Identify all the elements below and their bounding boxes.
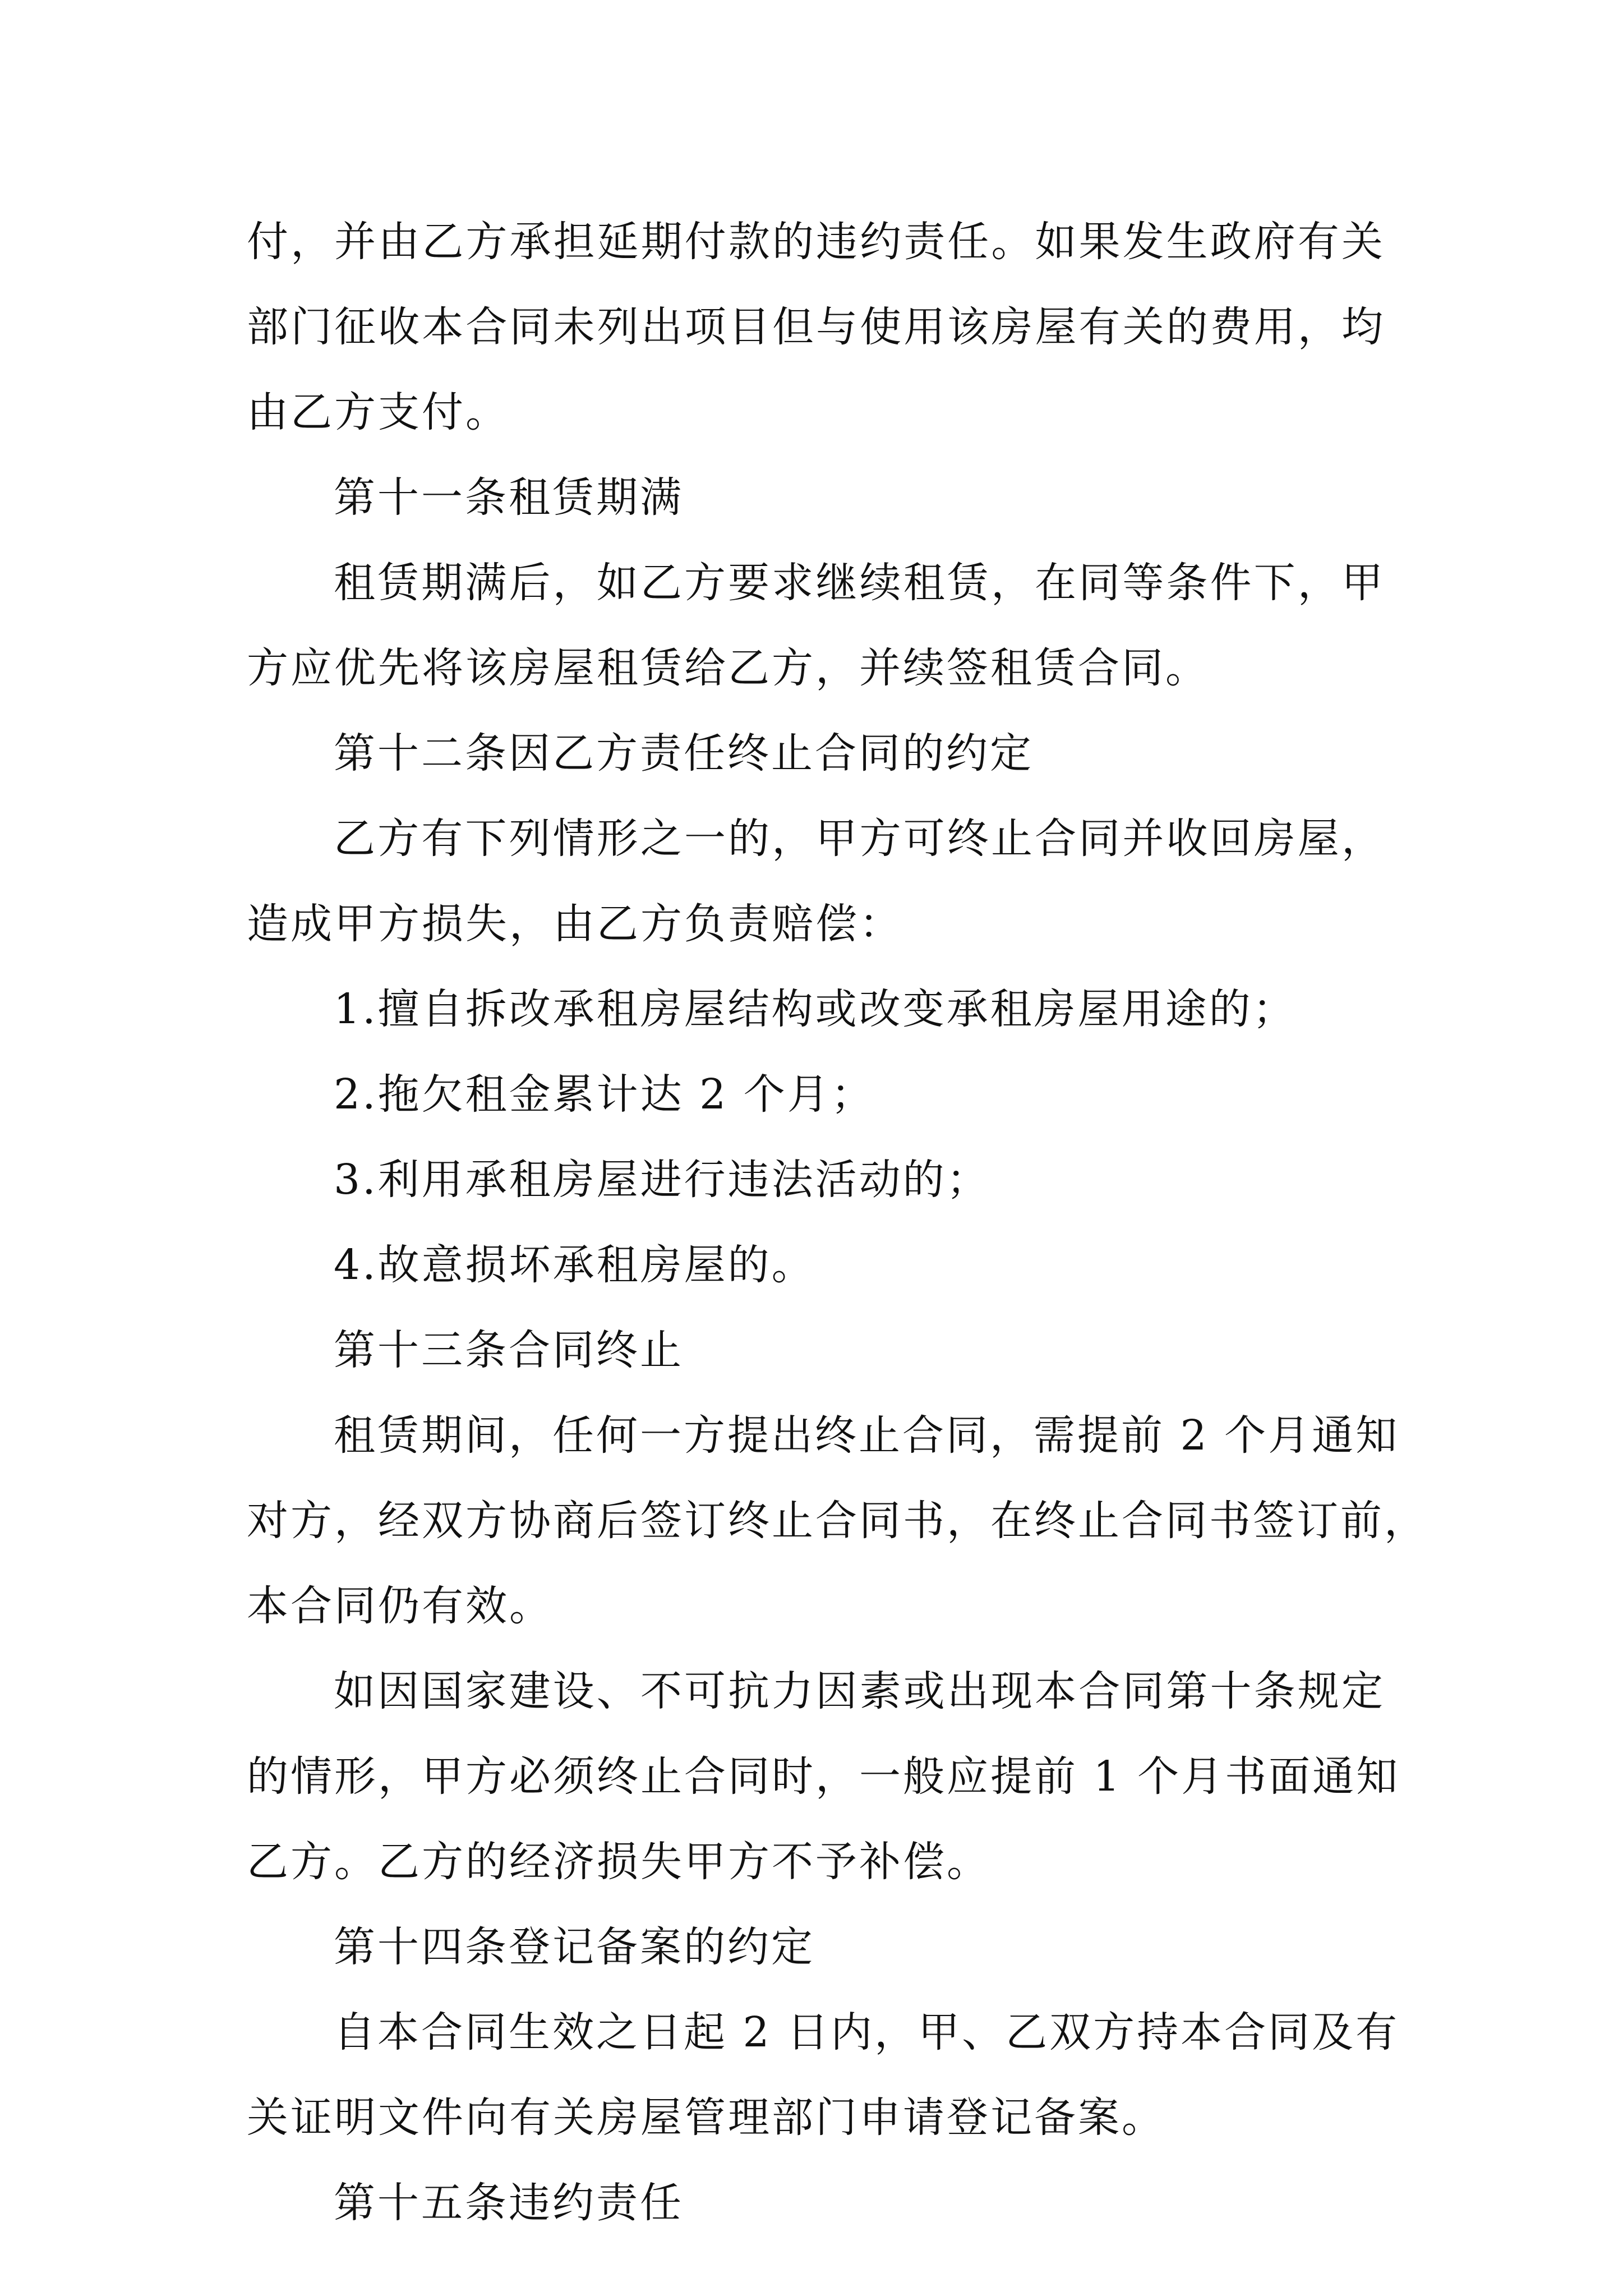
section-heading-13: 第十三条合同终止 [334, 1326, 684, 1374]
section-heading-12: 第十二条因乙方责任终止合同的约定 [334, 729, 1034, 777]
document-body [247, 199, 1428, 2246]
section-heading-11: 第十一条租赁期满 [334, 473, 684, 522]
paragraph-line: 乙方有下列情形之一的，甲方可终止合同并收回房屋， [334, 815, 1385, 863]
paragraph-line: 造成甲方损失，由乙方负责赔偿： [247, 900, 903, 948]
section-heading-15: 第十五条违约责任 [334, 2179, 684, 2227]
paragraph-line: 租赁期间，任何一方提出终止合同，需提前 2 个月通知 [334, 1411, 1400, 1460]
paragraph-line: 的情形，甲方必须终止合同时，一般应提前 1 个月书面通知 [247, 1752, 1400, 1801]
paragraph-line: 租赁期满后，如乙方要求继续租赁，在同等条件下，甲 [334, 559, 1385, 607]
paragraph-line: 部门征收本合同未列出项目但与使用该房屋有关的费用，均 [247, 303, 1385, 351]
paragraph-line: 如因国家建设、不可抗力因素或出现本合同第十条规定 [334, 1667, 1385, 1715]
paragraph-line: 付，并由乙方承担延期付款的违约责任。如果发生政府有关 [247, 218, 1385, 266]
paragraph-line: 本合同仍有效。 [247, 1582, 553, 1630]
paragraph-line: 由乙方支付。 [247, 388, 509, 436]
paragraph-line: 关证明文件向有关房屋管理部门申请登记备案。 [247, 2093, 1165, 2142]
paragraph-line: 方应优先将该房屋租赁给乙方，并续签租赁合同。 [247, 644, 1209, 692]
paragraph-line: 乙方。乙方的经济损失甲方不予补偿。 [247, 1838, 990, 1886]
list-item-4: 4.故意损坏承租房屋的。 [334, 1241, 815, 1289]
list-item-2: 2.拖欠租金累计达 2 个月； [334, 1070, 875, 1119]
section-heading-14: 第十四条登记备案的约定 [334, 1923, 815, 1971]
paragraph-line: 自本合同生效之日起 2 日内，甲、乙双方持本合同及有 [334, 2008, 1400, 2056]
list-item-3: 3.利用承租房屋进行违法活动的； [334, 1156, 990, 1204]
paragraph-line: 对方，经双方协商后签订终止合同书，在终止合同书签订前， [247, 1497, 1428, 1545]
list-item-1: 1.擅自拆改承租房屋结构或改变承租房屋用途的； [334, 985, 1297, 1033]
